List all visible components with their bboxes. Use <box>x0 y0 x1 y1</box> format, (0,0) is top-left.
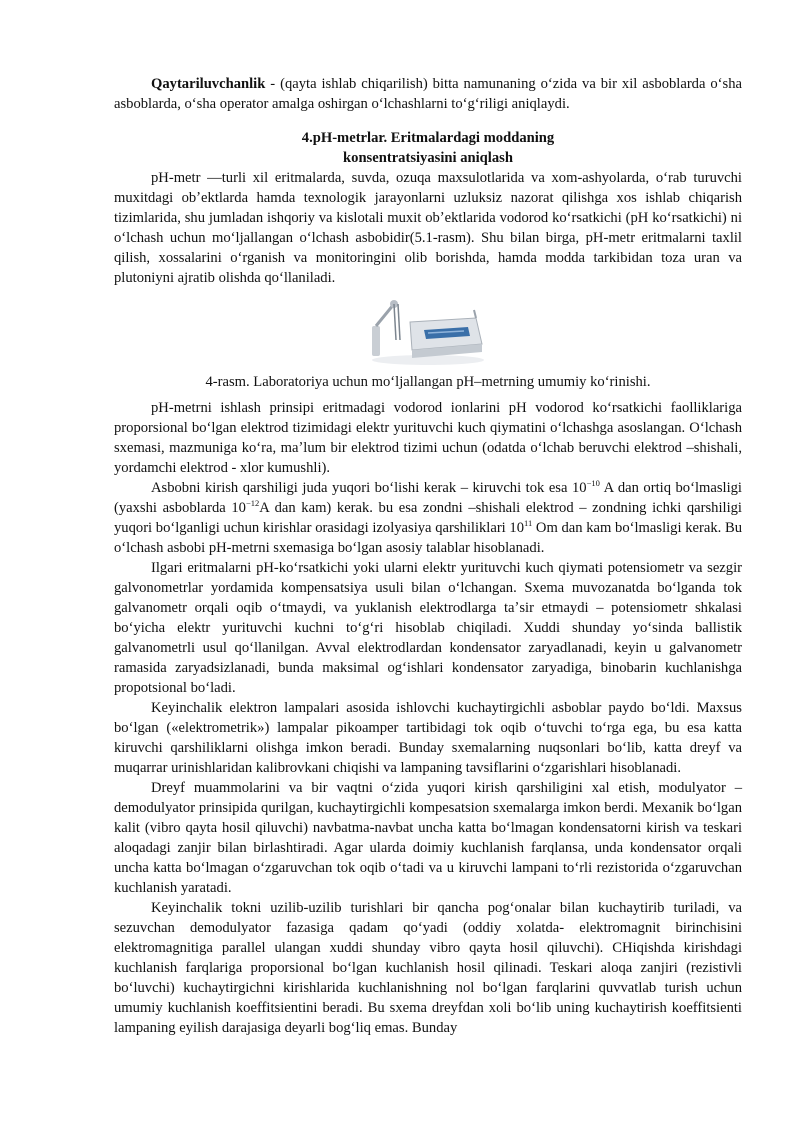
intro-text: - (qayta ishlab chiqarilish) bitta namunaning oʻzida va bir xil asboblarda oʻsha asboblarda, oʻsha operator amalga oshirgan oʻlchashlarni toʻgʻriligi aniqlaydi. <box>114 76 742 112</box>
document-page <box>114 74 742 1038</box>
p3-text-c: A dan kam) kerak. bu esa zondni –shishali elektrod – zondning ichki qarshiligi yuqori boʻlganligi uchun kirishlar orasidagi izolyasiya qarshiliklari 10 <box>114 500 742 536</box>
p3-exponent-3: 11 <box>524 518 533 528</box>
figure-caption: 4-rasm. Laboratoriya uchun moʻljallangan pH–metrning umumiy koʻrinishi. <box>205 374 651 390</box>
paragraph-input-resistance <box>114 478 742 558</box>
p3-exponent-2: −12 <box>245 498 260 508</box>
paragraph-drift-problems: Dreyf muammolarini va bir vaqtni oʻzida yuqori kirish qarshiligini xal etish, modulyator – demodulyator prinsipida qurilgan, kuchaytirgichli kompesatsion sxemalarga imkon berdi. Mexanik boʻlgan kalit (vibro qayta hosil qiluvchi) navbatma-navbat uncha katta boʻlmagan kondensatorni kirish va teskari aloqadagi zanjir bilan birlashtiradi. Agar ularda doimiy kuchlanish farqlansa, unda kondensator orqali uncha katta boʻlmagan oʻzgaruvchan tok oqib oʻtadi va u kiruvchi lampani toʻrli rezistorida oʻzgaruvchan kuchlanish yaratadi. <box>114 780 742 896</box>
paragraph-amplification: Keyinchalik tokni uzilib-uzilib turishlari bir qancha pogʻonalar bilan kuchaytirib turiladi, va sezuvchan demodulyator fazasiga qadam qoʻyadi (oddiy xolatda- elektromagnit birinchisini elektromagnitiga parallel ulangan xuddi shunday vibro qayta hosil qiluvchi). CHiqishda kirishdagi kuchlanish farqlariga proporsional boʻlgan kuchlanish hosil qilinadi. Teskari aloqa zanjiri (rezistivli boʻluvchi) kuchaytirgichni kirishlarida kuchlanishning nol boʻlgan farqlarini quvvatlab turish uchun umumiy kuchlanish koeffitsientini beradi. Bu sxema dreyfdan xoli boʻlib uning kuchaytirish koeffitsienti lampaning eyilish darajasiga deyarli bogʻliq emas. Bunday <box>114 900 742 1036</box>
paragraph-working-principle: pH-metrni ishlash prinsipi eritmadagi vodorod ionlarini pH vodorod koʻrsatkichi faolliklariga proporsional boʻlgan elektrod tizimidagi elektr yurituvchi kuch qiymatini oʻlchashga asoslangan. Oʻlchash sxemasi, mazmuniga koʻra, maʼlum bir elektrod tizimi uchun (odatda oʻlchab beruvchi elektrod –shishali, yordamchi elektrod - xlor kumushli). <box>114 400 742 476</box>
section-heading <box>114 128 742 168</box>
paragraph-compensation-method: Ilgari eritmalarni pH-koʻrsatkichi yoki ularni elektr yurituvchi kuch qiymati potensiometr va sezgir galvonometrlar yordamida kompensatsiya usuli bilan oʻlchangan. Sxema muvozanatda boʻlganda tok galvanometr orqali oqib oʻtmaydi, va yuklanish elektrodlarga taʼsir etmaydi – potensiometr shkalasi boʻyicha elektr yurituvchi kuchni toʻgʻri hisoblab chiqiladi. Xuddi shunday yoʻsinda ballistik galvanometrli usul qoʻllanilgan. Avval elektrodlardan kondensator zaryadlanadi, keyin u galvanometr ramasida zaryadsizlanadi, bunda maksimal ogʻishlari kondensator zaryadiga, binobarin kuchlanishga propotsional boʻladi. <box>114 560 742 696</box>
p3-text-a: Asbobni kirish qarshiligi juda yuqori boʻlishi kerak – kiruvchi tok esa 10 <box>151 480 587 496</box>
section-heading-line1: 4.pH-metrlar. Eritmalardagi moddaning <box>301 130 555 146</box>
p3-exponent-1: −10 <box>586 478 600 488</box>
intro-paragraph <box>114 74 742 114</box>
paragraph-electron-lamps: Keyinchalik elektron lampalari asosida ishlovchi kuchaytirgichli asboblar paydo boʻldi. Maxsus boʻlgan («elektrometrik») lampalar pikoamper tartibidagi tok oqib oʻtuvchi toʻrga ega, bu esa katta kiruvchi qarshiliklarni olishga imkon beradi. Bunday sxemalarning nuqsonlari boʻlib, katta dreyf va muqarrar urinishlaridan kalibrovkani chiqishi va lampaning tavsiflarini oʻzgarishlari hisoblanadi. <box>114 700 742 776</box>
intro-term: Qaytariluvchanlik <box>151 76 266 92</box>
p3-text-d: Om dan kam boʻlmasligi kerak. Bu oʻlchash asbobi pH-metrni sxemasiga boʻlgan asosiy talablar hisoblanadi. <box>114 520 742 556</box>
ph-meter-figure <box>114 296 742 368</box>
ph-meter-device-icon <box>366 296 486 366</box>
paragraph-ph-metr-definition: pH-metr —turli xil eritmalarda, suvda, ozuqa maxsulotlarida va xom-ashyolarda, oʻrab turuvchi muxitdagi obʼektlarda hamda texnologik jarayonlarni uzluksiz nazorat qilishga xos ishlab chiqarish tizimlarida, shu jumladan ishqoriy va kislotali muxit obʼektlarida vodorod koʻrsatkichi (pH koʻrsatkichi) ni oʻlchash uchun moʻljallangan oʻlchash asbobidir(5.1-rasm). Shu bilan birga, pH-metr eritmalarni taxlil qilish, xossalarini oʻrganish va monitoringini olib borishda, hamda modda tarkibidan toza uran va plutoniyni ajratib olishda qoʻllaniladi. <box>114 170 742 286</box>
section-heading-line2: konsentratsiyasini aniqlash <box>343 150 513 166</box>
p3-text-b: A dan ortiq boʻlmasligi (yaxshi asboblarda 10 <box>114 480 742 516</box>
